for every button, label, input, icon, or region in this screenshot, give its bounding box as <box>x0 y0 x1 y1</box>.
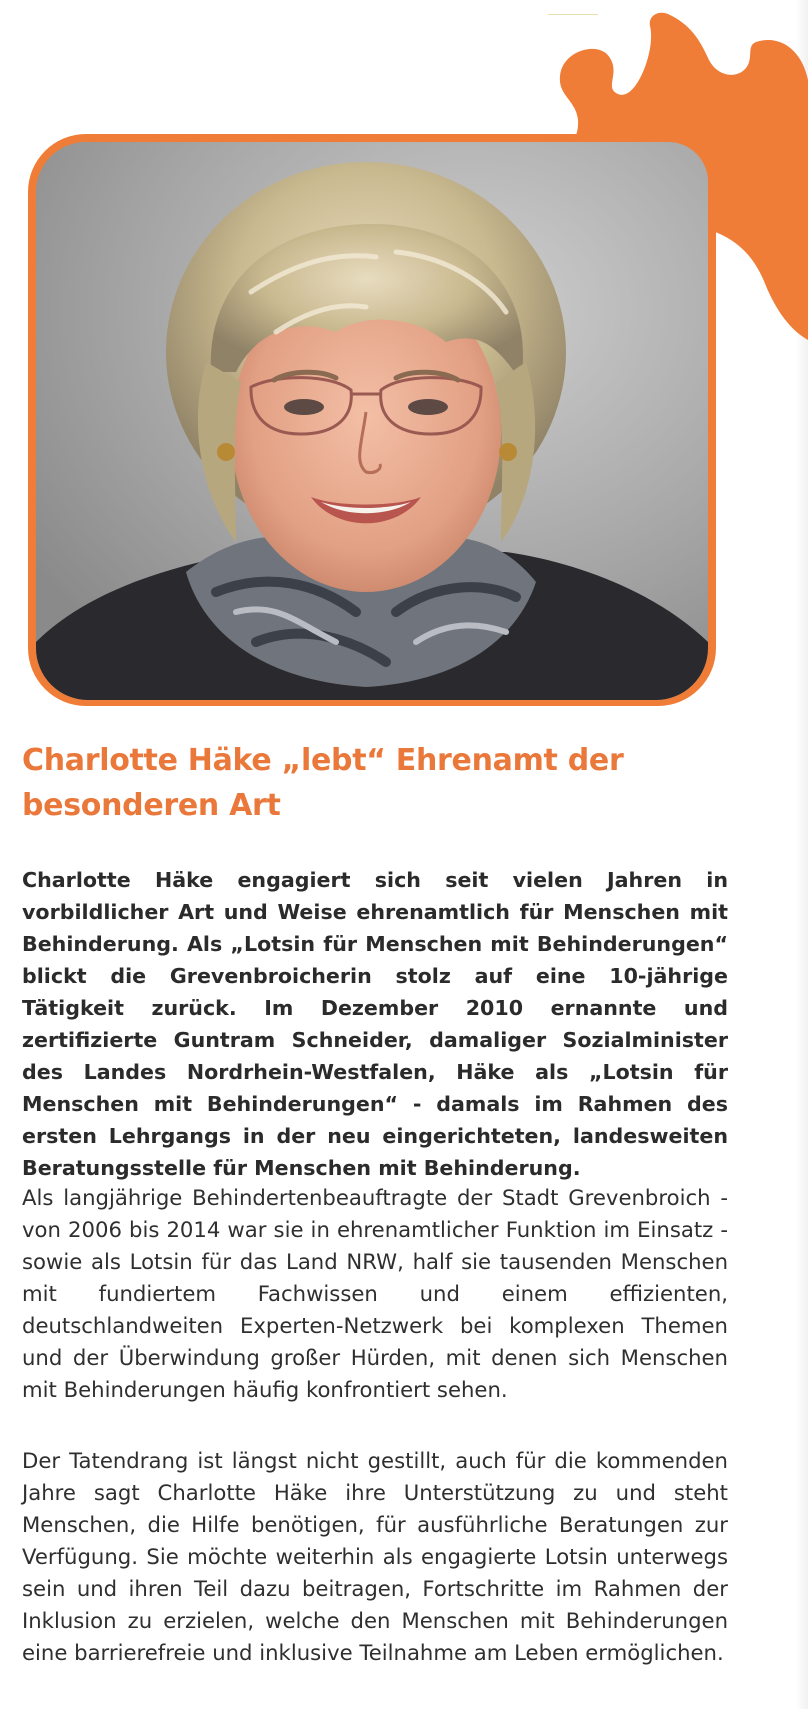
article-paragraph-2: Als langjährige Behindertenbeauftragte der Stadt Grevenbroich - von 2006 bis 2014 war sie in ehrenamtlicher Funktion im Einsatz - sowie als Lotsin für das Land NRW, half sie tausenden Menschen mit fundiertem Fachwissen und einem effizienten, deutschlandweiten Experten-Netzwerk bei komplexen Themen und der Überwindung großer Hürden, mit denen sich Menschen mit Behinderungen häufig konfrontiert sehen. <box>22 1185 728 1402</box>
article-headline: Charlotte Häke „lebt“ Ehrenamt der besonderen Art <box>22 743 624 823</box>
article-paragraph-1: Charlotte Häke engagiert sich seit vielen Jahren in vorbildlicher Art und Weise ehrenamtlich für Menschen mit Behinderung. Als „Lotsin für Menschen mit Behinderungen“ blickt die Grevenbroicherin stolz auf eine 10-jährige Tätigkeit zurück. Im Dezember 2010 ernannte und zertifizierte Guntram Schneider, damaliger Sozialminister des Landes Nordrhein-Westfalen, Häke als „Lotsin für Menschen mit Behinderungen“ - damals im Rahmen des ersten Lehrgangs in der neu eingerichteten, landesweiten Beratungsstelle für Menschen mit Behinderung. <box>22 868 728 1180</box>
portrait-illustration <box>36 142 708 700</box>
portrait-photo <box>36 142 708 700</box>
article-paragraph-3: Der Tatendrang ist längst nicht gestillt, auch für die kommenden Jahre sagt Charlotte Häke ihre Unterstützung zu und steht Menschen, die Hilfe benötigen, für ausführliche Beratungen zur Verfügung. Sie möchte weiterhin als engagierte Lotsin unterwegs sein und ihren Teil dazu beitragen, Fortschritte im Rahmen der Inklusion zu erzielen, welche den Menschen mit Behinderungen eine barrierefreie und inklusive Teilnahme am Leben ermöglichen. <box>22 1448 728 1665</box>
